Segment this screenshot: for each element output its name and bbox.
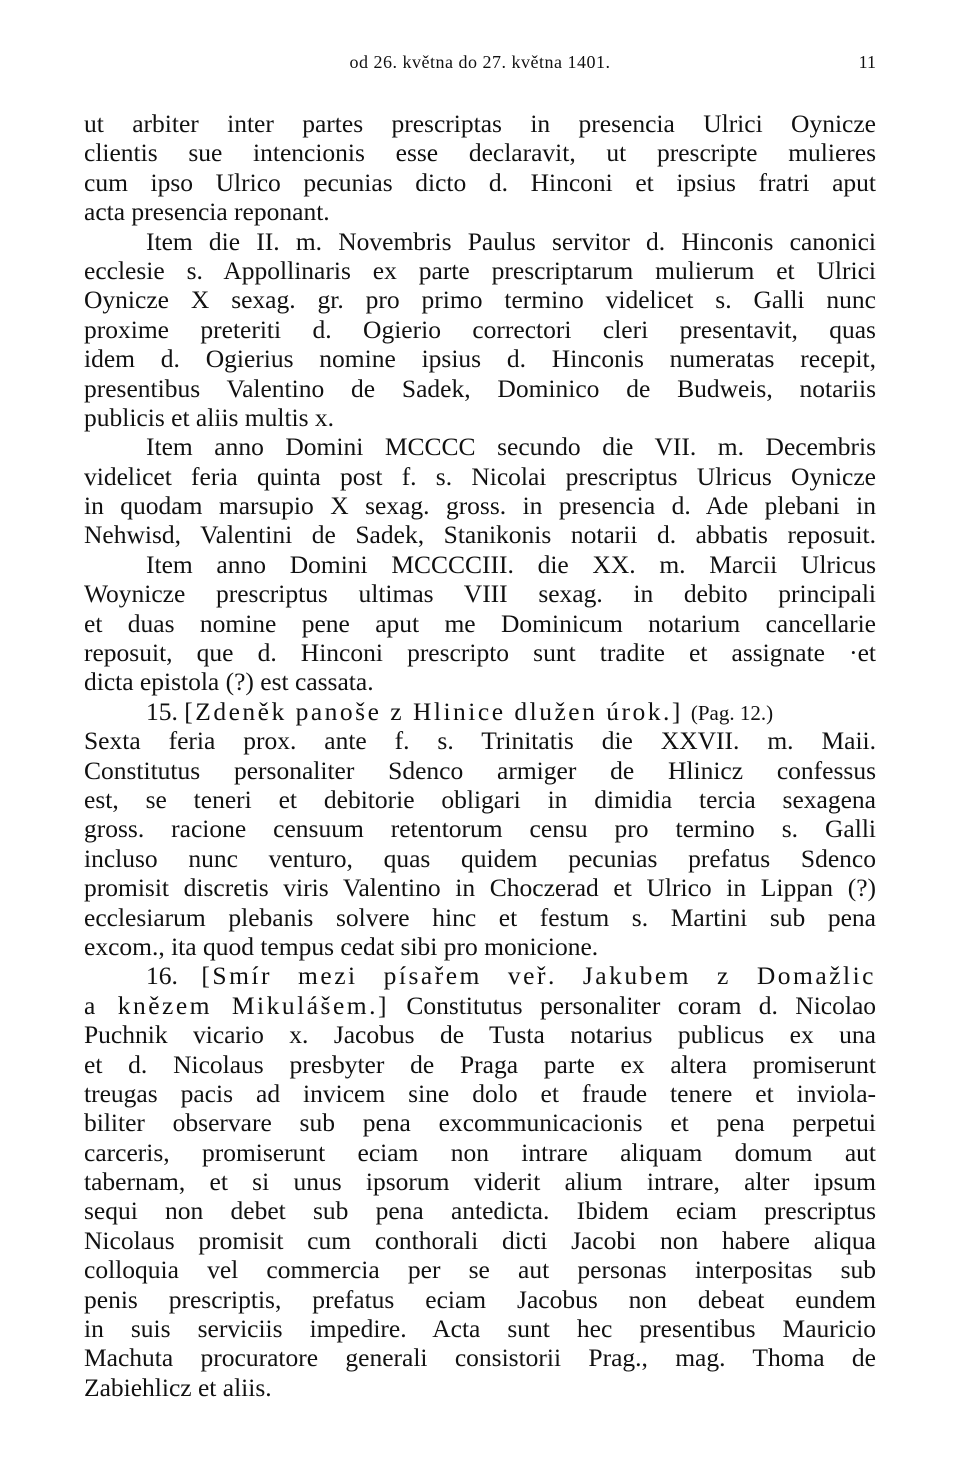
- text-line: Nicolaus promisit cum conthorali dicti Jacobi non habere aliqua: [84, 1225, 876, 1255]
- text-line: in quodam marsupio X sexag. gross. in presencia d. Ade plebani in: [84, 491, 876, 521]
- text-line: est, se teneri et debitorie obligari in dimidia tercia sexagena: [84, 784, 876, 814]
- text-line: Item anno Domini MCCCC secundo die VII. m. Decembris: [146, 432, 876, 462]
- text-line: acta presencia reponant.: [84, 197, 330, 227]
- text-line: et d. Nicolaus presbyter de Praga parte ex altera promiserunt: [84, 1049, 876, 1079]
- text-line: Oynicze X sexag. gr. pro primo termino videlicet s. Galli nunc: [84, 285, 876, 315]
- text-line: reposuit, que d. Hinconi prescripto sunt tradite et assignate ·et: [84, 638, 876, 668]
- running-title: od 26. května do 27. května 1401.: [349, 52, 611, 72]
- text-line: Puchnik vicario x. Jacobus de Tusta notarius publicus ex una: [84, 1020, 876, 1050]
- text-line: Zabiehlicz et aliis.: [84, 1372, 272, 1402]
- entry-15-number: 15.: [146, 696, 178, 726]
- text-line: Item die II. m. Novembris Paulus servitor d. Hinconis canonici: [146, 226, 876, 256]
- text-line: et duas nomine pene aput me Dominicum notarium cancellarie: [84, 608, 876, 638]
- running-header: [84, 50, 876, 74]
- text-line: Machuta procuratore generali consistorii Prag., mag. Thoma de: [84, 1343, 876, 1373]
- entry-16-number: 16.: [146, 961, 178, 991]
- text-line: gross. racione censuum retentorum censu pro termino s. Galli: [84, 814, 876, 844]
- text-line: publicis et aliis multis x.: [84, 402, 335, 432]
- entry-16-heading-part1: [Smír mezi písařem veř. Jakubem z Domažlic: [201, 961, 876, 991]
- text-line: promisit discretis viris Valentino in Choczerad et Ulrico in Lippan (?): [84, 873, 876, 903]
- text-line: Woynicze prescriptus ultimas VIII sexag. in debito principali: [84, 579, 876, 609]
- text-line: penis prescriptis, prefatus eciam Jacobus non debeat eundem: [84, 1284, 876, 1314]
- text-line: treugas pacis ad invicem sine dolo et fraude tenere et inviola-: [84, 1078, 876, 1108]
- text-line: biliter observare sub pena excommunicacionis et pena perpetui: [84, 1108, 876, 1138]
- text-line: Sexta feria prox. ante f. s. Trinitatis die XXVII. m. Maii.: [84, 726, 876, 756]
- text-line: in suis serviciis impedire. Acta sunt hec presentibus Mauricio: [84, 1314, 876, 1344]
- entry-16-heading-part2: a knězem Mikulášem.]: [84, 990, 389, 1020]
- entry-15-heading: [Zdeněk panoše z Hlinice dlužen úrok.]: [184, 696, 683, 726]
- body-text: [84, 109, 876, 1402]
- text-line: carceris, promiserunt eciam non intrare aliquam domum aut: [84, 1137, 876, 1167]
- text-line: incluso nunc venturo, quas quidem pecunias prefatus Sdenco: [84, 843, 876, 873]
- text-line: cum ipso Ulrico pecunias dicto d. Hinconi et ipsius fratri aput: [84, 167, 876, 197]
- entry-15-page-ref: (Pag. 12.): [690, 700, 774, 725]
- text-line: dicta epistola (?) est cassata.: [84, 667, 374, 697]
- text-line: tabernam, et si unus ipsorum viderit alium intrare, alter ipsum: [84, 1167, 876, 1197]
- text-line: ecclesiarum plebanis solvere hinc et festum s. Martini sub pena: [84, 902, 876, 932]
- entry-15-heading-line: [84, 697, 876, 726]
- text-line: ut arbiter inter partes prescriptas in presencia Ulrici Oynicze: [84, 109, 876, 138]
- text-line: presentibus Valentino de Sadek, Dominico de Budweis, notariis: [84, 373, 876, 403]
- entry-16-heading-line: [84, 961, 876, 990]
- entry-16-text-start: Constitutus personaliter coram d. Nicolao: [406, 990, 876, 1020]
- text-line: Constitutus personaliter Sdenco armiger de Hlinicz confessus: [84, 755, 876, 785]
- text-line: ecclesie s. Appollinaris ex parte prescriptarum mulierum et Ulrici: [84, 255, 876, 285]
- text-line: Nehwisd, Valentini de Sadek, Stanikonis notarii d. abbatis reposuit.: [84, 520, 876, 550]
- text-line: sequi non debet sub pena antedicta. Ibidem eciam prescriptus: [84, 1196, 876, 1226]
- text-line: videlicet feria quinta post f. s. Nicolai prescriptus Ulricus Oynicze: [84, 461, 876, 491]
- text-line: Item anno Domini MCCCCIII. die XX. m. Marcii Ulricus: [146, 549, 876, 579]
- text-line: colloquia vel commercia per se aut personas interpositas sub: [84, 1255, 876, 1285]
- text-line: proxime preteriti d. Ogierio correctori cleri presentavit, quas: [84, 314, 876, 344]
- page-number: 11: [858, 52, 876, 72]
- text-line: idem d. Ogierius nomine ipsius d. Hinconis numeratas recepit,: [84, 344, 876, 374]
- entry-16-heading-line-2: [84, 991, 876, 1020]
- text-line: excom., ita quod tempus cedat sibi pro monicione.: [84, 931, 599, 961]
- text-line: clientis sue intencionis esse declaravit, ut prescripte mulieres: [84, 138, 876, 168]
